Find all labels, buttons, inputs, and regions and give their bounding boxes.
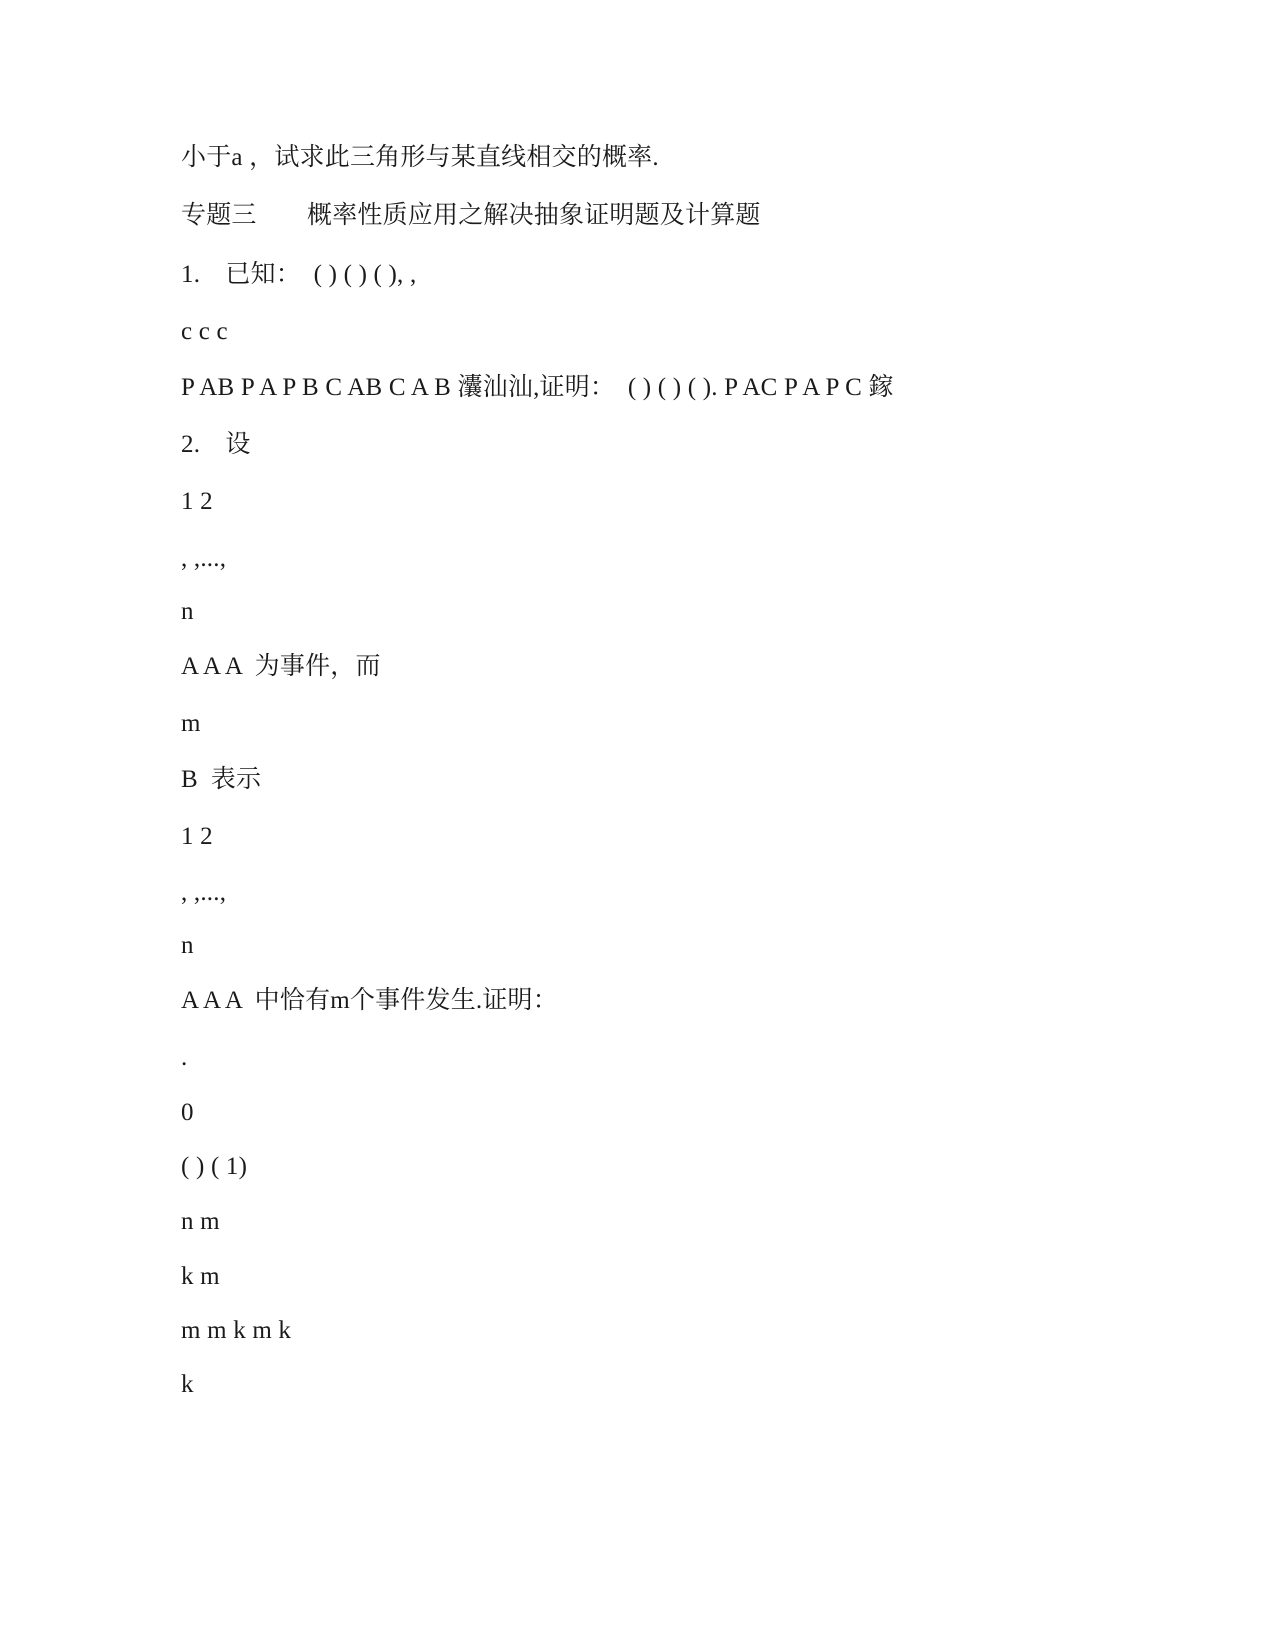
text-line-4: c c c bbox=[181, 318, 228, 345]
text-line-19: ( ) ( 1) bbox=[181, 1153, 248, 1180]
text-line-23: k bbox=[181, 1371, 194, 1398]
text-line-15: n bbox=[181, 932, 194, 959]
text-line-14: , ,..., bbox=[181, 879, 227, 906]
section-heading: 专题三 概率性质应用之解决抽象证明题及计算题 bbox=[181, 202, 761, 229]
text-line-20: n m bbox=[181, 1208, 220, 1235]
text-line-1: 小于a ，试求此三角形与某直线相交的概率. bbox=[181, 144, 659, 171]
text-line-22: m m k m k bbox=[181, 1317, 292, 1344]
text-line-16: A A A 中恰有m个事件发生.证明： bbox=[181, 987, 558, 1014]
text-line-13: 1 2 bbox=[181, 823, 213, 850]
text-line-12: B 表示 bbox=[181, 766, 262, 793]
text-line-10: A A A 为事件，而 bbox=[181, 653, 381, 680]
problem-2-statement: 2. 设 bbox=[181, 431, 251, 458]
text-line-21: k m bbox=[181, 1263, 220, 1290]
text-line-18: 0 bbox=[181, 1099, 194, 1126]
text-line-7: 1 2 bbox=[181, 488, 213, 515]
text-line-9: n bbox=[181, 598, 194, 625]
problem-1-statement: 1. 已知： ( ) ( ) ( ), , bbox=[181, 261, 417, 288]
text-line-17: . bbox=[181, 1044, 188, 1071]
problem-1-formula: P AB P A P B C AB C A B 灢汕汕,证明： ( ) ( ) ( ). P AC P A P C 鎵 bbox=[181, 374, 894, 401]
text-line-11: m bbox=[181, 710, 201, 737]
text-line-8: , ,..., bbox=[181, 545, 227, 572]
